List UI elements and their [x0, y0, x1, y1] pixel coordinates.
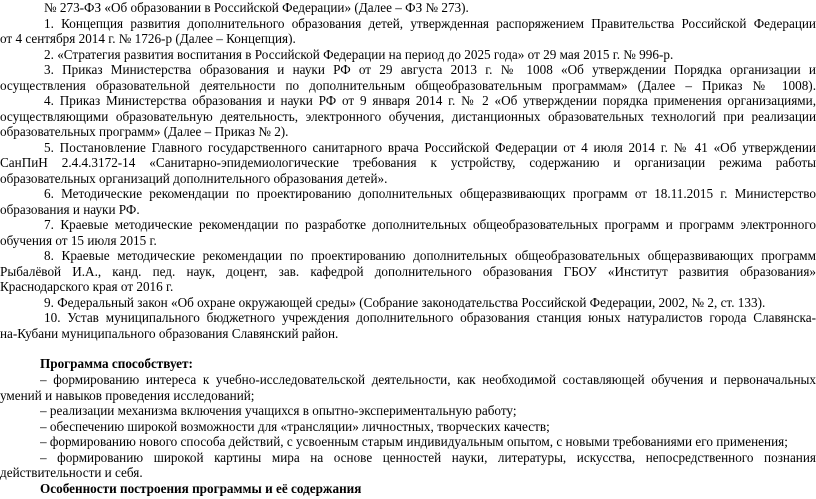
bullet-item-line: – формированию интереса к учебно-исследовательской деятельности, как необходимой составляющей обучения и первоначальных — [40, 372, 816, 387]
text-line: образовательных программ» (Далее – Приказ № 2). — [0, 124, 289, 140]
list-item-3-line: 3. Приказ Министерства образования и науки РФ от 29 августа 2013 г. № 1008 «Об утверждении Порядка организации и — [44, 62, 816, 78]
bullet-item-line: – обеспечению широкой возможности для «трансляции» личностных, творческих качеств; — [40, 418, 550, 434]
text-line: Рыбалёвой И.А., канд. пед. наук, доцент, зав. кафедрой дополнительного образования ГБОУ «Институт развития образования» — [0, 263, 816, 279]
bullet-item-line: – формированию нового способа действий, с усвоенным старым индивидуальным опытом, с новыми требованиями его применения; — [40, 434, 788, 450]
text-line: образовательных организаций дополнительного образования детей». — [0, 170, 388, 186]
text-line: СанПиН 2.4.4.3172-14 «Санитарно-эпидемиологические требования к устройству, содержанию и организации режима работы — [0, 155, 816, 171]
bullet-item-line: – формированию широкой картины мира на основе ценностей науки, литературы, искусства, непосредственного познания — [40, 449, 816, 465]
list-item-1-line: 1. Концепция развития дополнительного образования детей, утвержденная распоряжением Правительства Российской Федерации — [44, 15, 816, 31]
list-item-6-line: 6. Методические рекомендации по проектированию дополнительных общеразвивающих программ от 18.11.2015 г. Министерство — [44, 186, 816, 202]
text-line: от 4 сентября 2014 г. № 1726-р (Далее – Концепция). — [0, 31, 296, 47]
text-line: № 273-ФЗ «Об образовании в Российской Федерации» (Далее – ФЗ № 273). — [44, 0, 469, 15]
list-item-2-line: 2. «Стратегия развития воспитания в Российской Федерации на период до 2025 года» от 29 мая 2015 г. № 996-р. — [44, 46, 674, 62]
text-line: осуществляющими образовательную деятельность, электронного обучения, дистанционных образовательных технологий при реализации — [0, 108, 816, 124]
text-line: на-Кубани муниципального образования Славянский район. — [0, 325, 339, 341]
list-item-8-line: 8. Краевые методические рекомендации по проектированию дополнительных общеобразовательных общеразвивающих программ — [44, 248, 816, 264]
list-item-10-line: 10. Устав муниципального бюджетного учреждения дополнительного образования станция юных натуралистов города Славянска- — [44, 310, 816, 326]
section-heading: Программа способствует: — [40, 356, 193, 372]
text-line: осуществления образовательной деятельности по дополнительным общеобразовательным программам» (Далее – Приказ № 1008). — [0, 77, 816, 93]
text-line: Краснодарского края от 2016 г. — [0, 279, 174, 295]
list-item-7-line: 7. Краевые методические рекомендации по разработке дополнительных общеобразовательных программ и программ электронного — [44, 217, 816, 233]
text-line: образования и науки РФ. — [0, 201, 140, 217]
list-item-9-line: 9. Федеральный закон «Об охране окружающей среды» (Собрание законодательства Российской Федерации, 2002, № 2, ст. 133). — [44, 294, 766, 310]
text-line: обучения от 15 июля 2015 г. — [0, 232, 157, 248]
list-item-4-line: 4. Приказ Министерства образования и науки РФ от 9 января 2014 г. № 2 «Об утверждении порядка применения организациями, — [44, 93, 816, 109]
bullet-item-line: – реализации механизма включения учащихся в опытно-экспериментальную работу; — [40, 403, 517, 419]
text-line: действительности и себя. — [0, 465, 143, 481]
section-heading: Особенности построения программы и её содержания — [40, 480, 362, 496]
list-item-5-line: 5. Постановление Главного государственного санитарного врача Российской Федерации от 4 июля 2014 г. № 41 «Об утверждении — [44, 139, 816, 155]
text-line: умений и навыков проведения исследований; — [0, 387, 255, 403]
